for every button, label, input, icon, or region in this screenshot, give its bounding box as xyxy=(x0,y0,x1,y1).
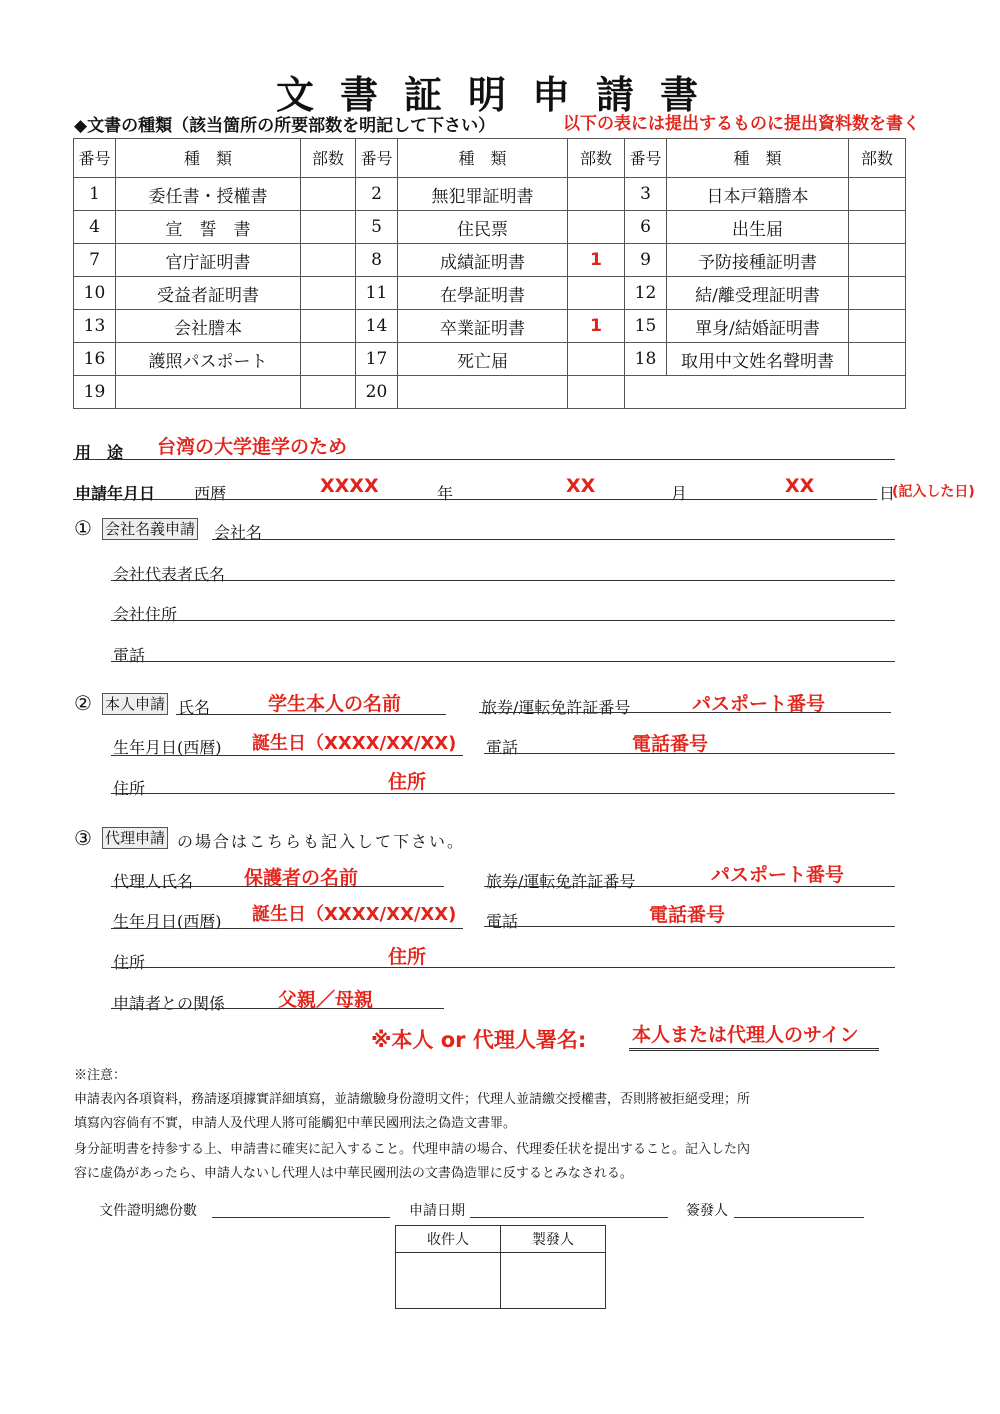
doc-num: 11 xyxy=(356,277,398,310)
table-row xyxy=(74,310,906,343)
doc-types-heading: ◆文書の種類（該当箇所の所要部数を明記して下さい） xyxy=(74,116,496,136)
agent-birth-value[interactable]: 誕生日（XXXX/XX/XX) xyxy=(252,904,457,925)
signature-value[interactable]: 本人または代理人のサイン xyxy=(632,1024,859,1046)
doc-type: 結/離受理証明書 xyxy=(667,277,849,310)
table-header-row xyxy=(74,139,906,178)
purpose-value[interactable]: 台湾の大学進学のため xyxy=(157,436,348,458)
doc-count[interactable] xyxy=(301,244,356,277)
section1-mark: ① xyxy=(74,516,92,540)
notes-line2: 填寫內容倘有不實，申請人及代理人將可能觸犯中華民國刑法之偽造文書罪。 xyxy=(74,1116,517,1131)
agent-relation-value[interactable]: 父親／母親 xyxy=(278,989,374,1011)
agent-phone-line xyxy=(484,926,895,927)
self-phone-value[interactable]: 電話番号 xyxy=(632,733,709,755)
doc-count[interactable] xyxy=(301,343,356,376)
section2-mark: ② xyxy=(74,691,92,715)
table-row xyxy=(74,343,906,376)
self-birth-value[interactable]: 誕生日（XXXX/XX/XX) xyxy=(252,733,457,754)
footer-total-line[interactable] xyxy=(212,1217,390,1218)
maker-label: 製發人 xyxy=(501,1226,606,1253)
header-num: 番号 xyxy=(356,139,398,178)
doc-count[interactable] xyxy=(301,277,356,310)
doc-num: 2 xyxy=(356,178,398,211)
company-address-line[interactable] xyxy=(111,620,895,621)
doc-num: 1 xyxy=(74,178,116,211)
receiver-label: 收件人 xyxy=(396,1226,501,1253)
doc-type xyxy=(398,376,568,409)
table-row xyxy=(74,376,906,409)
doc-type: 在學証明書 xyxy=(398,277,568,310)
footer-total-label: 文件證明總份數 xyxy=(99,1203,197,1219)
doc-type: 住民票 xyxy=(398,211,568,244)
doc-type: 卒業証明書 xyxy=(398,310,568,343)
date-year-value[interactable]: XXXX xyxy=(320,475,379,497)
agent-birth-line xyxy=(111,928,463,929)
notes-heading: ※注意： xyxy=(74,1068,127,1083)
empty-cell xyxy=(625,376,906,409)
doc-type: 宣 誓 書 xyxy=(116,211,301,244)
self-apply-box[interactable]: 本人申請 xyxy=(102,693,168,715)
date-line xyxy=(73,499,877,500)
self-address-label: 住所 xyxy=(113,779,146,798)
footer-issuer-line[interactable] xyxy=(734,1217,864,1218)
agent-relation-label: 申請者との関係 xyxy=(113,994,226,1013)
doc-count[interactable]: 1 xyxy=(568,310,625,343)
self-phone-line xyxy=(484,753,895,754)
doc-type: 成績証明書 xyxy=(398,244,568,277)
doc-num: 10 xyxy=(74,277,116,310)
agent-apply-box[interactable]: 代理申請 xyxy=(102,827,168,849)
doc-count[interactable] xyxy=(568,211,625,244)
doc-count[interactable] xyxy=(568,376,625,409)
doc-num: 18 xyxy=(625,343,667,376)
doc-count[interactable] xyxy=(568,178,625,211)
company-name-label: 会社名 xyxy=(214,523,263,542)
doc-types-note: 以下の表には提出するものに提出資料数を書く xyxy=(563,114,920,134)
table-row xyxy=(74,178,906,211)
date-month-value[interactable]: XX xyxy=(566,475,596,497)
self-name-label: 氏名 xyxy=(178,698,211,717)
doc-type: 官庁証明書 xyxy=(116,244,301,277)
agent-phone-value[interactable]: 電話番号 xyxy=(649,904,726,926)
agent-name-label: 代理人氏名 xyxy=(113,872,194,891)
doc-type: 日本戸籍謄本 xyxy=(667,178,849,211)
doc-type: 無犯罪証明書 xyxy=(398,178,568,211)
doc-num: 13 xyxy=(74,310,116,343)
notes-line1: 申請表內各項資料，務請逐項據實詳細填寫，並請繳驗身份證明文件；代理人並請繳交授權書，否則將被拒絕受理；所 xyxy=(74,1092,751,1107)
doc-count[interactable] xyxy=(849,244,906,277)
agent-passport-line xyxy=(484,886,895,887)
purpose-label: 用 途 xyxy=(75,443,124,462)
purpose-line xyxy=(73,459,895,460)
doc-num: 20 xyxy=(356,376,398,409)
date-day-label: 日 xyxy=(879,484,896,503)
agent-passport-value[interactable]: パスポート番号 xyxy=(711,864,845,886)
date-month-label: 月 xyxy=(671,484,688,503)
doc-num: 8 xyxy=(356,244,398,277)
company-rep-line[interactable] xyxy=(111,580,895,581)
company-apply-box[interactable]: 会社名義申請 xyxy=(102,518,198,540)
date-era: 西暦 xyxy=(194,484,227,503)
header-type: 種 類 xyxy=(398,139,568,178)
agent-phone-label: 電話 xyxy=(486,912,519,931)
header-count: 部数 xyxy=(849,139,906,178)
self-birth-label: 生年月日(西暦) xyxy=(113,738,222,757)
doc-types-table xyxy=(73,138,906,409)
self-name-line xyxy=(176,714,446,715)
doc-count[interactable] xyxy=(849,277,906,310)
doc-num: 15 xyxy=(625,310,667,343)
company-phone-line[interactable] xyxy=(111,661,895,662)
doc-num: 16 xyxy=(74,343,116,376)
header-type: 種 類 xyxy=(116,139,301,178)
doc-num: 19 xyxy=(74,376,116,409)
notes-line3: 身分証明書を持参する上、申請書に確実に記入すること。代理申請の場合、代理委任状を提出すること。記入した內 xyxy=(74,1142,751,1157)
doc-count[interactable] xyxy=(301,376,356,409)
agent-name-value[interactable]: 保護者の名前 xyxy=(244,867,359,889)
footer-date-label: 申請日期 xyxy=(409,1203,465,1219)
agent-intro: の場合はこちらも記入して下さい。 xyxy=(177,832,466,851)
table-row xyxy=(74,211,906,244)
doc-count[interactable] xyxy=(301,310,356,343)
doc-count[interactable] xyxy=(849,178,906,211)
receiver-box[interactable] xyxy=(396,1253,501,1309)
receipt-table xyxy=(395,1225,606,1309)
signature-line xyxy=(629,1048,879,1051)
header-count: 部数 xyxy=(301,139,356,178)
agent-address-line xyxy=(111,967,895,968)
doc-num: 9 xyxy=(625,244,667,277)
doc-count[interactable] xyxy=(849,343,906,376)
doc-count[interactable] xyxy=(568,343,625,376)
doc-type: 受益者証明書 xyxy=(116,277,301,310)
agent-address-value[interactable]: 住所 xyxy=(388,946,427,968)
footer-issuer-label: 簽發人 xyxy=(686,1203,728,1219)
date-year-label: 年 xyxy=(437,484,454,503)
header-count: 部数 xyxy=(568,139,625,178)
doc-type: 委任書・授權書 xyxy=(116,178,301,211)
doc-type: 予防接種証明書 xyxy=(667,244,849,277)
doc-num: 6 xyxy=(625,211,667,244)
doc-type xyxy=(116,376,301,409)
doc-count[interactable] xyxy=(568,277,625,310)
date-note: (記入した日) xyxy=(892,484,975,500)
doc-num: 7 xyxy=(74,244,116,277)
page-title: 文書証明申請書 xyxy=(275,72,724,117)
doc-count[interactable] xyxy=(849,310,906,343)
table-row xyxy=(74,277,906,310)
company-address-label: 会社住所 xyxy=(113,605,178,624)
notes-line4: 容に虚偽があったら、申請人ないし代理人は中華民國刑法の文書偽造罪に反するとみなされる。 xyxy=(74,1166,633,1181)
section3-mark: ③ xyxy=(74,826,92,850)
header-type: 種 類 xyxy=(667,139,849,178)
self-passport-value[interactable]: パスポート番号 xyxy=(692,693,826,715)
agent-passport-label: 旅券/運転免許証番号 xyxy=(486,872,636,891)
agent-name-line xyxy=(111,886,444,887)
doc-type: 取用中文姓名聲明書 xyxy=(667,343,849,376)
self-address-value[interactable]: 住所 xyxy=(388,771,427,793)
doc-type: 單身/結婚証明書 xyxy=(667,310,849,343)
doc-type: 出生届 xyxy=(667,211,849,244)
signature-label: ※本人 or 代理人署名: xyxy=(371,1028,587,1052)
doc-num: 3 xyxy=(625,178,667,211)
table-row xyxy=(74,244,906,277)
self-phone-label: 電話 xyxy=(486,738,519,757)
doc-type: 死亡届 xyxy=(398,343,568,376)
doc-num: 4 xyxy=(74,211,116,244)
header-num: 番号 xyxy=(625,139,667,178)
doc-num: 17 xyxy=(356,343,398,376)
doc-count[interactable] xyxy=(301,211,356,244)
doc-num: 12 xyxy=(625,277,667,310)
self-birth-line xyxy=(111,755,463,756)
self-passport-line xyxy=(479,712,891,713)
doc-count[interactable] xyxy=(849,211,906,244)
doc-num: 5 xyxy=(356,211,398,244)
company-rep-label: 会社代表者氏名 xyxy=(113,565,226,584)
doc-type: 会社謄本 xyxy=(116,310,301,343)
self-address-line xyxy=(111,793,895,794)
date-day-value[interactable]: XX xyxy=(785,475,815,497)
maker-box[interactable] xyxy=(501,1253,606,1309)
agent-relation-line xyxy=(111,1008,444,1009)
doc-num: 14 xyxy=(356,310,398,343)
doc-type: 護照パスポート xyxy=(116,343,301,376)
header-num: 番号 xyxy=(74,139,116,178)
footer-date-line[interactable] xyxy=(470,1217,668,1218)
doc-count[interactable] xyxy=(301,178,356,211)
agent-birth-label: 生年月日(西暦) xyxy=(113,912,222,931)
self-name-value[interactable]: 学生本人の名前 xyxy=(268,693,402,715)
date-label: 申請年月日 xyxy=(75,484,156,503)
doc-count[interactable]: 1 xyxy=(568,244,625,277)
company-phone-label: 電話 xyxy=(113,646,146,665)
agent-address-label: 住所 xyxy=(113,953,146,972)
self-passport-label: 旅券/運転免許証番号 xyxy=(481,698,631,717)
company-name-line[interactable] xyxy=(212,539,895,540)
